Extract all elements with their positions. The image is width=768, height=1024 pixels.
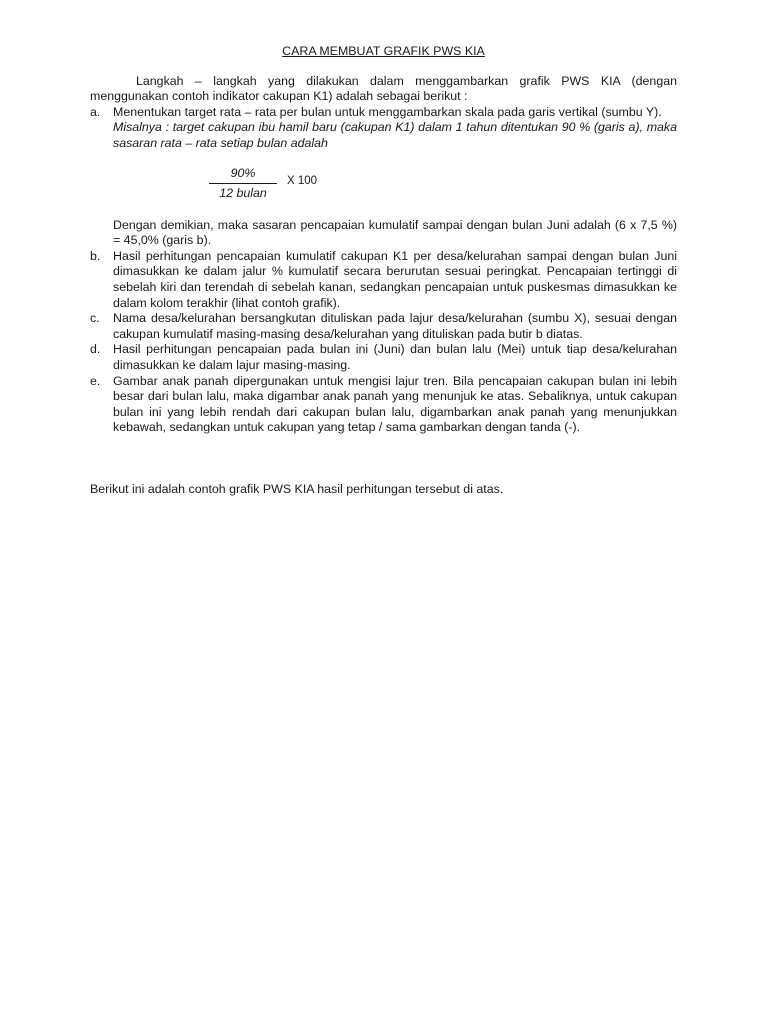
list-marker: d. <box>90 342 101 357</box>
list-item-e <box>90 374 677 436</box>
steps-list <box>90 105 677 436</box>
step-text: Hasil perhitungan pencapaian kumulatif cakupan K1 per desa/kelurahan sampai dengan bulan Juni dimasukkan ke dalam jalur % kumulatif secara berurutan sesuai peringkat. Pencapaian tertinggi di sebelah kiri dan terendah di sebelah kanan, sedangkan pencapaian untuk puskesmas dimasukkan ke dalam kolom terakhir (lihat contoh grafik). <box>113 248 677 310</box>
formula <box>113 166 677 206</box>
list-marker: a. <box>90 104 101 119</box>
list-item-a <box>90 105 677 249</box>
fraction <box>209 166 277 202</box>
list-item-b <box>90 249 677 311</box>
list-marker: c. <box>90 311 100 326</box>
fraction-numerator: 90% <box>209 166 277 185</box>
document-page <box>90 44 677 497</box>
step-text: Nama desa/kelurahan bersangkutan dituliskan pada lajur desa/kelurahan (sumbu X), sesuai dengan cakupan kumulatif masing-masing desa/kelurahan yang dituliskan pada butir b diatas. <box>113 311 677 341</box>
step-example: Misalnya : target cakupan ibu hamil baru (cakupan K1) dalam 1 tahun ditentukan 90 % (garis a), maka sasaran rata – rata setiap bulan adalah <box>113 120 677 150</box>
list-marker: b. <box>90 248 101 263</box>
closing-paragraph: Berikut ini adalah contoh grafik PWS KIA hasil perhitungan tersebut di atas. <box>90 481 504 496</box>
step-text: Gambar anak panah dipergunakan untuk mengisi lajur tren. Bila pencapaian cakupan bulan ini lebih besar dari bulan lalu, maka digambar anak panah yang menunjuk ke atas. Sebaliknya, untuk cakupan bulan ini yang lebih rendah dari cakupan bulan lalu, digambarkan anak panah yang menunjukkan kebawah, sedangkan untuk cakupan yang tetap / sama gambarkan dengan tanda (-). <box>113 373 677 435</box>
step-text: Hasil perhitungan pencapaian pada bulan ini (Juni) dan bulan lalu (Mei) untuk tiap desa/kelurahan dimasukkan ke dalam lajur masing-masing. <box>113 342 677 372</box>
list-marker: e. <box>90 373 101 388</box>
step-text: Menentukan target rata – rata per bulan untuk menggambarkan skala pada garis vertikal (sumbu Y). <box>113 104 662 119</box>
formula-multiplier: X 100 <box>287 174 318 187</box>
page-title: CARA MEMBUAT GRAFIK PWS KIA <box>282 44 485 58</box>
list-item-d <box>90 342 677 373</box>
list-item-c <box>90 311 677 342</box>
step-conclusion: Dengan demikian, maka sasaran pencapaian kumulatif sampai dengan bulan Juni adalah (6 x 7,5 %) = 45,0% (garis b). <box>113 217 677 248</box>
fraction-denominator: 12 bulan <box>219 186 267 201</box>
intro-paragraph: Langkah – langkah yang dilakukan dalam menggambarkan grafik PWS KIA (dengan menggunakan contoh indikator cakupan K1) adalah sebagai berikut : <box>90 73 677 104</box>
